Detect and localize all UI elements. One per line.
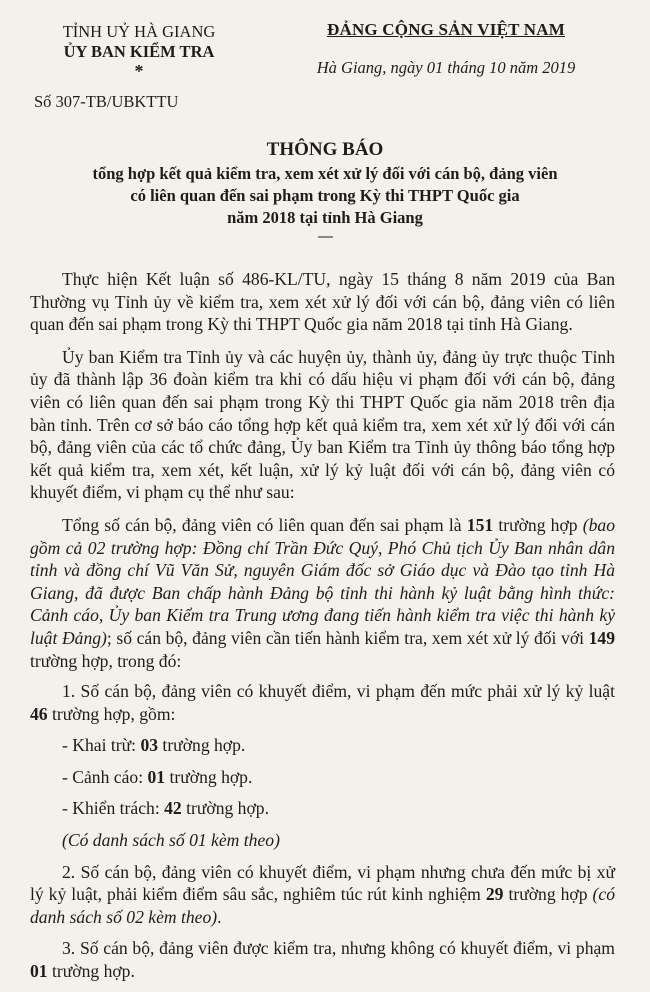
sub-item-label: - Cảnh cáo: (62, 766, 148, 787)
sub-item-text: trường hợp. (158, 735, 246, 756)
org-star: * (134, 61, 144, 81)
totals-text: trường hợp (493, 514, 583, 535)
subtitle-line-1: tổng hợp kết quả kiểm tra, xem xét xử lý đối với cán bộ, đảng viên (92, 164, 558, 183)
sub-item-reprimand (30, 797, 615, 820)
sub-item-text: trường hợp. (165, 766, 253, 787)
list-1-note (30, 829, 615, 852)
party-name: ĐẢNG CỘNG SẢN VIỆT NAM (326, 20, 566, 39)
item-text: trường hợp (503, 884, 593, 905)
total-cases-count: 151 (466, 514, 494, 535)
title-block (40, 138, 610, 243)
totals-text: ; số cán bộ, đảng viên cần tiến hành kiểm tra, xem xét xử lý đối với (106, 627, 589, 648)
subtitle-line-3: năm 2018 tại tỉnh Hà Giang (227, 208, 423, 227)
totals-text: trường hợp, trong đó: (30, 650, 182, 671)
document-number: Số 307-TB/UBKTTU (34, 92, 179, 111)
org-line-1: TỈNH UỶ HÀ GIANG (62, 22, 216, 41)
item-self-criticism (30, 861, 615, 929)
issuing-organization (34, 22, 244, 80)
totals-text: Tổng số cán bộ, đảng viên có liên quan đến sai phạm là (62, 514, 467, 535)
document-date: Hà Giang, ngày 01 tháng 10 năm 2019 (316, 58, 576, 77)
item-text: 2. Số cán bộ, đảng viên có khuyết điểm, vi phạm nhưng chưa đến mức bị xử lý kỷ luật, phải kiểm điểm sâu sắc, nghiêm túc rút kinh nghiệm (30, 861, 615, 905)
item-disciplined (30, 680, 615, 725)
party-header (296, 20, 596, 78)
paragraph-summary: Ủy ban Kiểm tra Tỉnh ủy và các huyện ủy, thành ủy, đảng ủy trực thuộc Tỉnh ủy đã thành lập 36 đoàn kiểm tra khi có dấu hiệu vi phạm đối với cán bộ, đảng viên có liên quan đến sai phạm trong Kỳ thi THPT Quốc gia năm 2018 trên địa bàn tỉnh. Trên cơ sở báo cáo tổng hợp kết quả kiểm tra, xem xét xử lý đối với cán bộ, đảng viên của các tổ chức đảng, Ủy ban Kiểm tra Tỉnh ủy thông báo tổng hợp kết quả kiểm tra, xem xét, kết luận, xử lý kỷ luật đối với cán bộ, đảng viên có khuyết điểm, vi phạm cụ thể như sau: (30, 346, 615, 503)
item-text: . (217, 906, 222, 927)
item-text: 3. Số cán bộ, đảng viên được kiểm tra, nhưng không có khuyết điểm, vi phạm (62, 938, 615, 959)
disciplined-count: 46 (30, 703, 48, 724)
item-no-violation (30, 937, 615, 982)
sub-item-expulsion (30, 734, 615, 757)
subtitle-line-2: có liên quan đến sai phạm trong Kỳ thi THPT Quốc gia (130, 186, 520, 205)
list-2-note: (có danh sách số 02 kèm theo) (30, 884, 615, 927)
self-criticism-count: 29 (485, 884, 504, 905)
sub-item-text: trường hợp. (181, 798, 269, 819)
sub-item-label: - Khai trừ: (62, 735, 141, 756)
sub-item-label: - Khiển trách: (62, 798, 165, 819)
document-title: THÔNG BÁO (266, 139, 384, 160)
expulsion-count: 03 (140, 735, 159, 756)
org-line-2: ỦY BAN KIỂM TRA (63, 42, 215, 61)
item-text: 1. Số cán bộ, đảng viên có khuyết điểm, vi phạm đến mức phải xử lý kỷ luật (62, 681, 615, 702)
reviewed-cases-count: 149 (588, 627, 615, 648)
totals-note: (bao gồm cả 02 trường hợp: Đồng chí Trần Đức Quý, Phó Chủ tịch Ủy Ban nhân dân tỉnh và đồng chí Vũ Văn Sử, nguyên Giám đốc sở Giáo dục và Đào tạo tỉnh Hà Giang, đã được Ban chấp hành Đảng bộ tỉnh thi hành kỷ luật bằng hình thức: Cảnh cáo, Ủy ban Kiểm tra Trung ương đang tiến hành kiểm tra việc thi hành kỷ luật Đảng) (30, 514, 616, 648)
item-text: trường hợp, gồm: (47, 703, 176, 724)
item-text: trường hợp. (47, 961, 135, 982)
title-divider: ----- (317, 229, 333, 243)
document-body (30, 268, 615, 992)
reprimand-count: 42 (164, 798, 182, 819)
no-violation-count: 01 (30, 961, 48, 982)
paragraph-totals (30, 514, 615, 672)
list-1-note-text: (Có danh sách số 01 kèm theo) (62, 830, 280, 851)
warning-count: 01 (147, 766, 166, 787)
paragraph-intro: Thực hiện Kết luận số 486-KL/TU, ngày 15 tháng 8 năm 2019 của Ban Thường vụ Tỉnh ủy về kiểm tra, xem xét xử lý đối với cán bộ, đảng viên có liên quan đến sai phạm trong Kỳ thi THPT Quốc gia năm 2018 tại tỉnh Hà Giang. (30, 269, 615, 335)
sub-item-warning (30, 766, 615, 789)
